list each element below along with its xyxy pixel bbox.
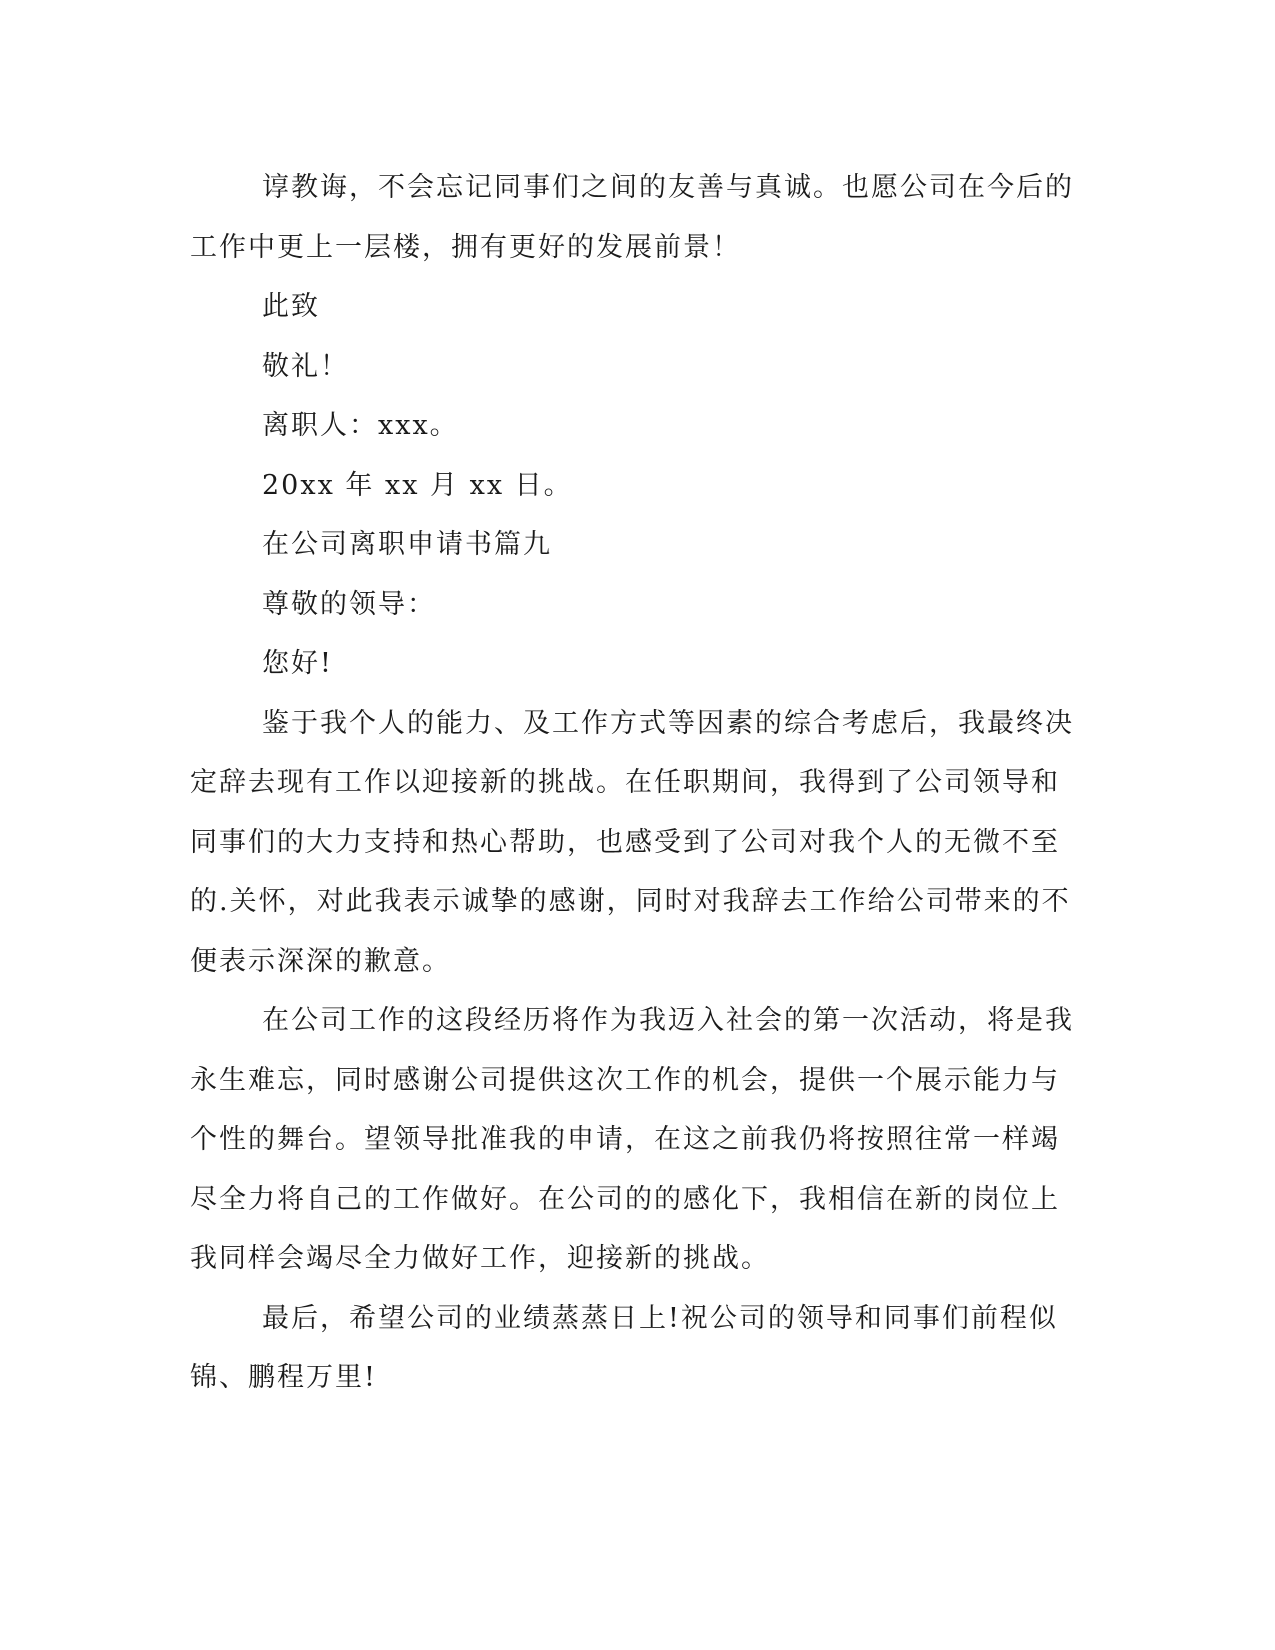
text-line: 锦、鹏程万里! [190,1362,377,1393]
greeting-recipient: 尊敬的领导： [262,588,436,620]
text-line: 鉴于我个人的能力、及工作方式等因素的综合考虑后，我最终决 [262,707,1074,739]
body-paragraph-2 [190,991,1080,1289]
text-line: 最后，希望公司的业绩蒸蒸日上!祝公司的领导和同事们前程似 [262,1302,1058,1334]
text-line: 同事们的大力支持和热心帮助，也感受到了公司对我个人的无微不至 [190,826,1060,858]
text-line: 便表示深深的歉意。 [190,945,451,977]
text-line: 尽全力将自己的工作做好。在公司的的感化下，我相信在新的岗位上 [190,1183,1060,1215]
closing-paragraph [190,158,1080,277]
body-paragraph-3 [190,1289,1080,1408]
text-line: 的.关怀，对此我表示诚挚的感谢，同时对我辞去工作给公司带来的不 [190,886,1071,917]
signature-date: 20xx 年 xx 月 xx 日。 [262,469,573,501]
text-line: 个性的舞台。望领导批准我的申请，在这之前我仍将按照往常一样竭 [190,1124,1060,1155]
salutation-jingli: 敬礼！ [262,350,349,382]
section-title: 在公司离职申请书篇九 [262,529,552,560]
text-line: 谆教诲，不会忘记同事们之间的友善与真诚。也愿公司在今后的 [262,172,1074,203]
signature-name: 离职人：xxx。 [262,410,459,441]
text-line: 定辞去现有工作以迎接新的挑战。在任职期间，我得到了公司领导和 [190,767,1060,798]
text-line: 在公司工作的这段经历将作为我迈入社会的第一次活动，将是我 [262,1005,1074,1036]
salutation-cizhi: 此致 [262,291,320,322]
text-line: 工作中更上一层楼，拥有更好的发展前景！ [190,231,741,263]
document-page [190,158,1080,1408]
text-line: 我同样会竭尽全力做好工作，迎接新的挑战。 [190,1243,770,1274]
body-paragraph-1 [190,694,1080,992]
text-line: 永生难忘，同时感谢公司提供这次工作的机会，提供一个展示能力与 [190,1064,1060,1096]
greeting-hello: 您好! [262,648,333,679]
